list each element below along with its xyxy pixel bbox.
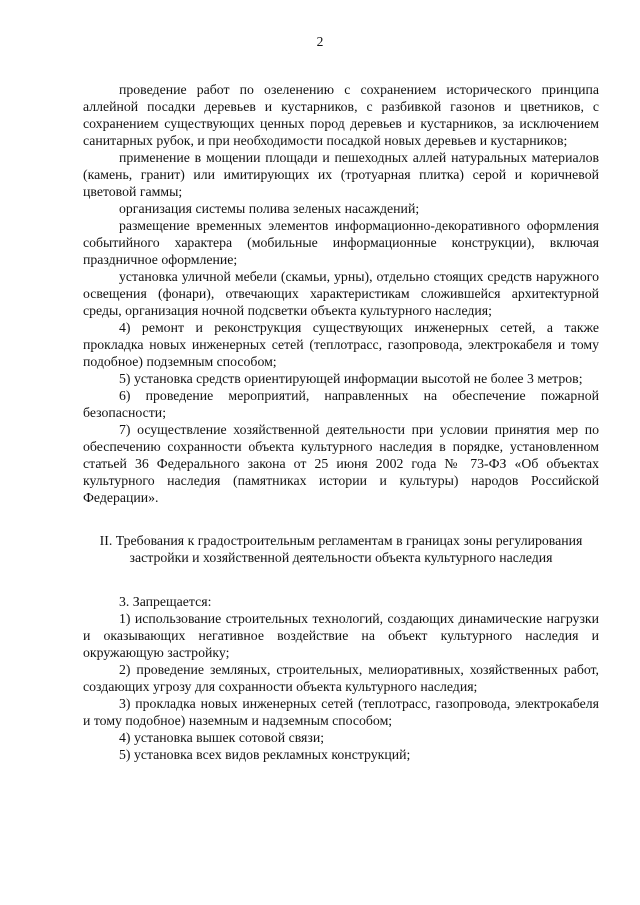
- paragraph-prohibited-3: 3) прокладка новых инженерных сетей (теплотрасс, газопровода, электрокабеля и тому подобное) наземным и надземным способом;: [83, 696, 599, 728]
- paragraph-street-furniture: установка уличной мебели (скамьи, урны), отдельно стоящих средств наружного освещения (фонари), отвечающих характеристикам сложившейся архитектурной среды, организация ночной подсветки объекта культурного наследия;: [83, 269, 599, 318]
- paragraph-prohibited-5: 5) установка всех видов рекламных конструкций;: [119, 747, 411, 762]
- paragraph-paving: применение в мощении площади и пешеходных аллей натуральных материалов (камень, гранит) или имитирующих их (тротуарная плитка) серой и коричневой цветовой гаммы;: [83, 150, 599, 199]
- page-number: 2: [316, 34, 324, 49]
- paragraph-prohibited-4: 4) установка вышек сотовой связи;: [119, 730, 325, 745]
- paragraph-irrigation: организация системы полива зеленых насаждений;: [119, 201, 420, 216]
- paragraph-item-4-engineering-networks: 4) ремонт и реконструкция существующих инженерных сетей, а также прокладка новых инженерных сетей (теплотрасс, газопровода, электрокабеля и тому подобное) подземным способом;: [83, 320, 599, 369]
- paragraph-prohibited-2: 2) проведение земляных, строительных, мелиоративных, хозяйственных работ, создающих угрозу для сохранности объекта культурного наследия;: [83, 662, 599, 694]
- paragraph-item-5-orientation-info: 5) установка средств ориентирующей информации высотой не более 3 метров;: [119, 371, 583, 386]
- paragraph-item-6-fire-safety: 6) проведение мероприятий, направленных на обеспечение пожарной безопасности;: [83, 388, 599, 420]
- paragraph-landscaping: проведение работ по озеленению с сохранением исторического принципа аллейной посадки деревьев и кустарников, с разбивкой газонов и цветников, с сохранением существующих ценных пород деревьев и кустарников, за исключением санитарных рубок, и при необходимости посадкой новых деревьев и кустарников;: [83, 82, 599, 148]
- section-heading: II. Требования к градостроительным регламентам в границах зоны регулирования застройки и хозяйственной деятельности объекта культурного наследия: [99, 533, 583, 565]
- paragraph-temporary-decor: размещение временных элементов информационно-декоративного оформления событийного характера (мобильные информационные конструкции), включая праздничное оформление;: [83, 218, 599, 267]
- paragraph-item-7-economic-activity: 7) осуществление хозяйственной деятельности при условии принятия мер по обеспечению сохранности объекта культурного наследия в порядке, установленном статьей 36 Федерального закона от 25 июня 2002 года № 73-ФЗ «Об объектах культурного наследия (памятниках истории и культуры) народов Российской Федерации».: [83, 422, 599, 505]
- paragraph-prohibited-1: 1) использование строительных технологий, создающих динамические нагрузки и оказывающих негативное воздействие на объект культурного наследия и окружающую застройку;: [83, 611, 599, 660]
- paragraph-prohibited-intro: 3. Запрещается:: [119, 594, 212, 609]
- document-body: [83, 81, 599, 763]
